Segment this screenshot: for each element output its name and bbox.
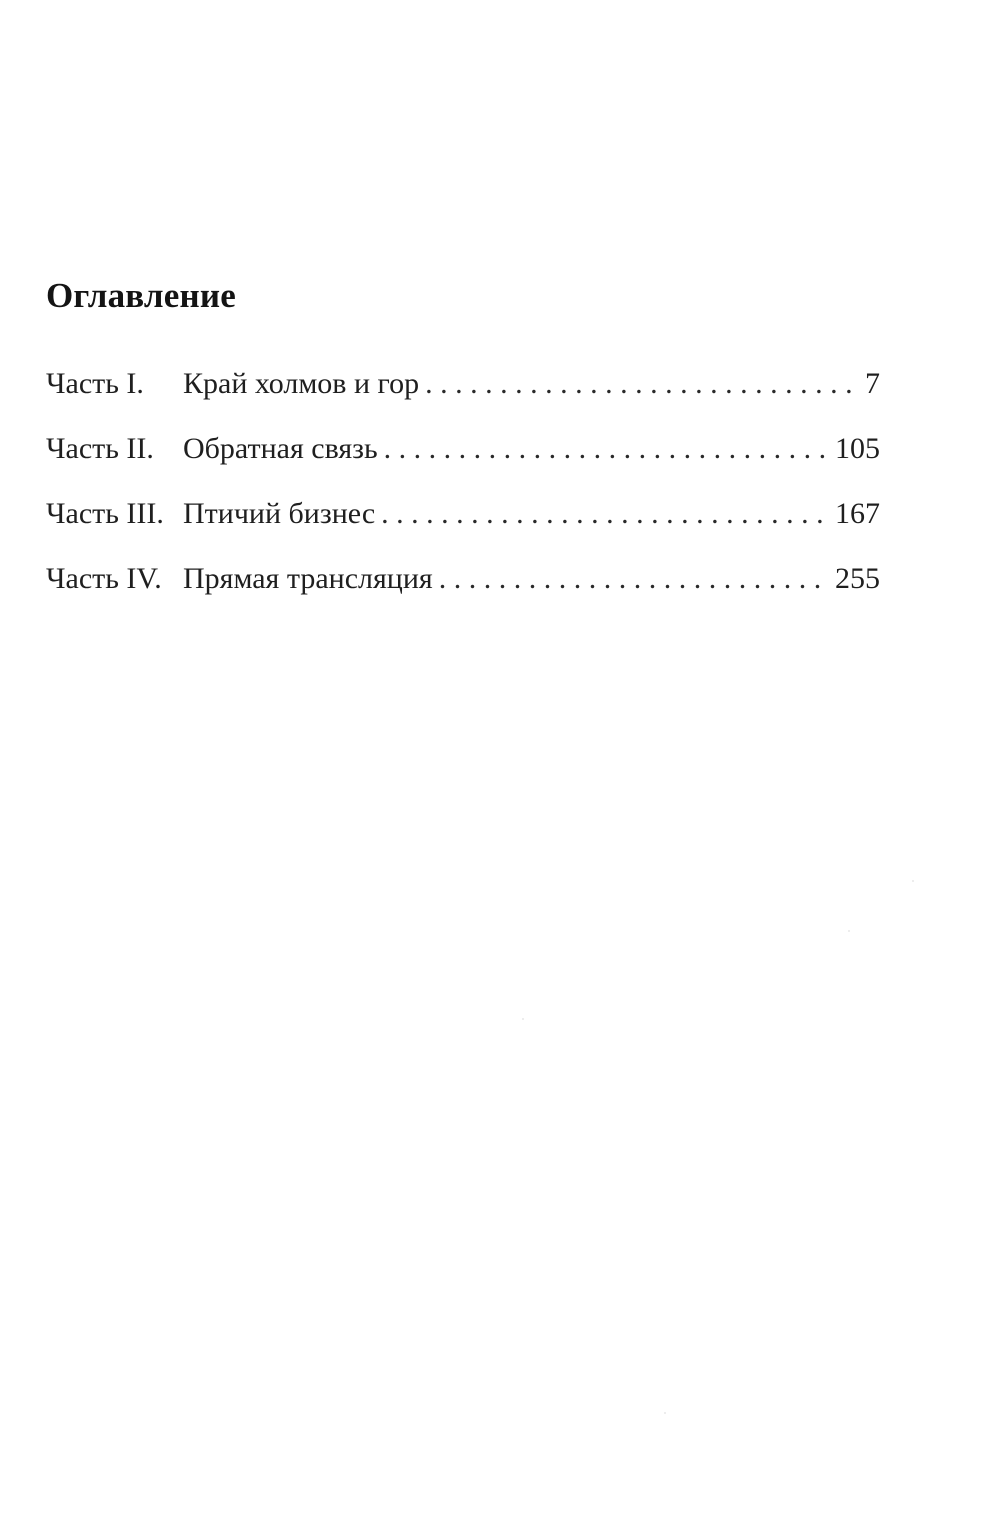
dot-leader [425, 364, 859, 404]
dot-leader [381, 494, 829, 534]
toc-part-label: Часть III. [46, 497, 164, 530]
toc-part-name: Край холмов и гор [183, 367, 420, 400]
toc-entry-part-3 [46, 494, 880, 534]
paper-speck [912, 880, 914, 882]
paper-speck [848, 930, 850, 932]
dot-leader [384, 429, 829, 469]
toc-part-label: Часть I. [46, 367, 144, 400]
toc-entry-part-2 [46, 429, 880, 469]
dot-leader [439, 559, 829, 599]
toc-entry-part-4 [46, 559, 880, 599]
toc-entry-part-1 [46, 364, 880, 404]
toc-page-number: 255 [835, 562, 880, 595]
toc-part-name: Обратная связь [183, 432, 378, 465]
toc-page-number: 7 [865, 367, 880, 400]
toc-part-label: Часть II. [46, 432, 154, 465]
paper-speck [522, 1018, 524, 1020]
toc-part-name: Птичий бизнес [183, 497, 376, 530]
toc-part-label: Часть IV. [46, 562, 162, 595]
toc-page-number: 105 [835, 432, 880, 465]
toc-list [46, 364, 880, 624]
toc-title: Оглавление [46, 276, 236, 315]
paper-speck [664, 1412, 666, 1414]
toc-part-name: Прямая трансляция [183, 562, 433, 595]
toc-page-number: 167 [835, 497, 880, 530]
